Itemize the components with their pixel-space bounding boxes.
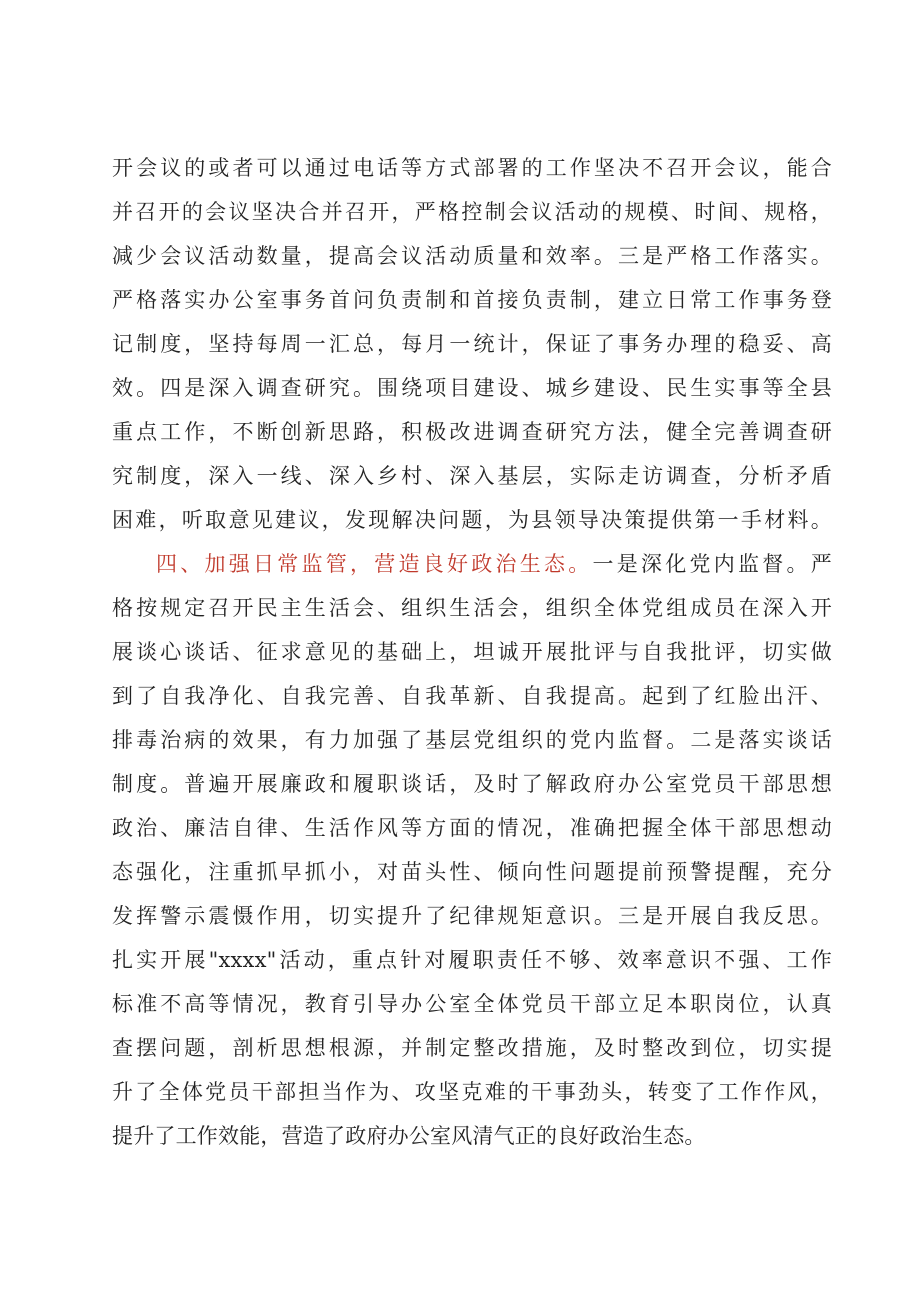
text-line: 效。四是深入调查研究。围绕项目建设、城乡建设、民生实事等全县	[112, 376, 832, 400]
text-line: 排毒治病的效果，有力加强了基层党组织的党内监督。二是落实谈话	[112, 728, 832, 752]
text-line: 展谈心谈话、征求意见的基础上，坦诚开展批评与自我批评，切实做	[112, 640, 832, 664]
text-line: 严格落实办公室事务首问负责制和首接负责制，建立日常工作事务登	[112, 288, 832, 312]
text-line: 升了全体党员干部担当作为、攻坚克难的干事劲头，转变了工作作风，	[112, 1080, 832, 1104]
text-line: 减少会议活动数量，提高会议活动质量和效率。三是严格工作落实。	[112, 244, 832, 268]
text-line: 困难，听取意见建议，发现解决问题，为县领导决策提供第一手材料。	[112, 508, 832, 532]
text-line: 格按规定召开民主生活会、组织生活会，组织全体党组成员在深入开	[112, 596, 832, 620]
text-line: 究制度，深入一线、深入乡村、深入基层，实际走访调查，分析矛盾	[112, 464, 832, 488]
text-line: 开会议的或者可以通过电话等方式部署的工作坚决不召开会议，能合	[112, 156, 832, 180]
text-line: 到了自我净化、自我完善、自我革新、自我提高。起到了红脸出汗、	[112, 684, 832, 708]
text-line: 扎实开展"xxxx"活动，重点针对履职责任不够、效率意识不强、工作	[112, 948, 832, 972]
text-line: 标准不高等情况，教育引导办公室全体党员干部立足本职岗位，认真	[112, 992, 832, 1016]
text-line: 发挥警示震慑作用，切实提升了纪律规矩意识。三是开展自我反思。	[112, 904, 832, 928]
text-span: 一是深化党内监督。严	[592, 552, 832, 576]
paragraph-2-first-line	[112, 542, 832, 586]
text-line: 重点工作，不断创新思路，积极改进调查研究方法，健全完善调查研	[112, 420, 832, 444]
text-line: 查摆问题，剖析思想根源，并制定整改措施，及时整改到位，切实提	[112, 1036, 832, 1060]
text-line: 记制度，坚持每周一汇总，每月一统计，保证了事务办理的稳妥、高	[112, 332, 832, 356]
text-line: 并召开的会议坚决合并召开，严格控制会议活动的规模、时间、规格，	[112, 200, 832, 224]
text-line: 制度。普遍开展廉政和履职谈话，及时了解政府办公室党员干部思想	[112, 772, 832, 796]
text-line: 提升了工作效能，营造了政府办公室风清气正的良好政治生态。	[112, 1124, 706, 1148]
paragraph-1	[112, 146, 832, 542]
paragraph-2	[112, 542, 832, 1158]
body-text	[112, 146, 832, 1158]
text-line: 政治、廉洁自律、生活作风等方面的情况，准确把握全体干部思想动	[112, 816, 832, 840]
section-heading: 四、加强日常监管，营造良好政治生态。	[156, 552, 593, 576]
text-line: 态强化，注重抓早抓小，对苗头性、倾向性问题提前预警提醒，充分	[112, 860, 832, 884]
